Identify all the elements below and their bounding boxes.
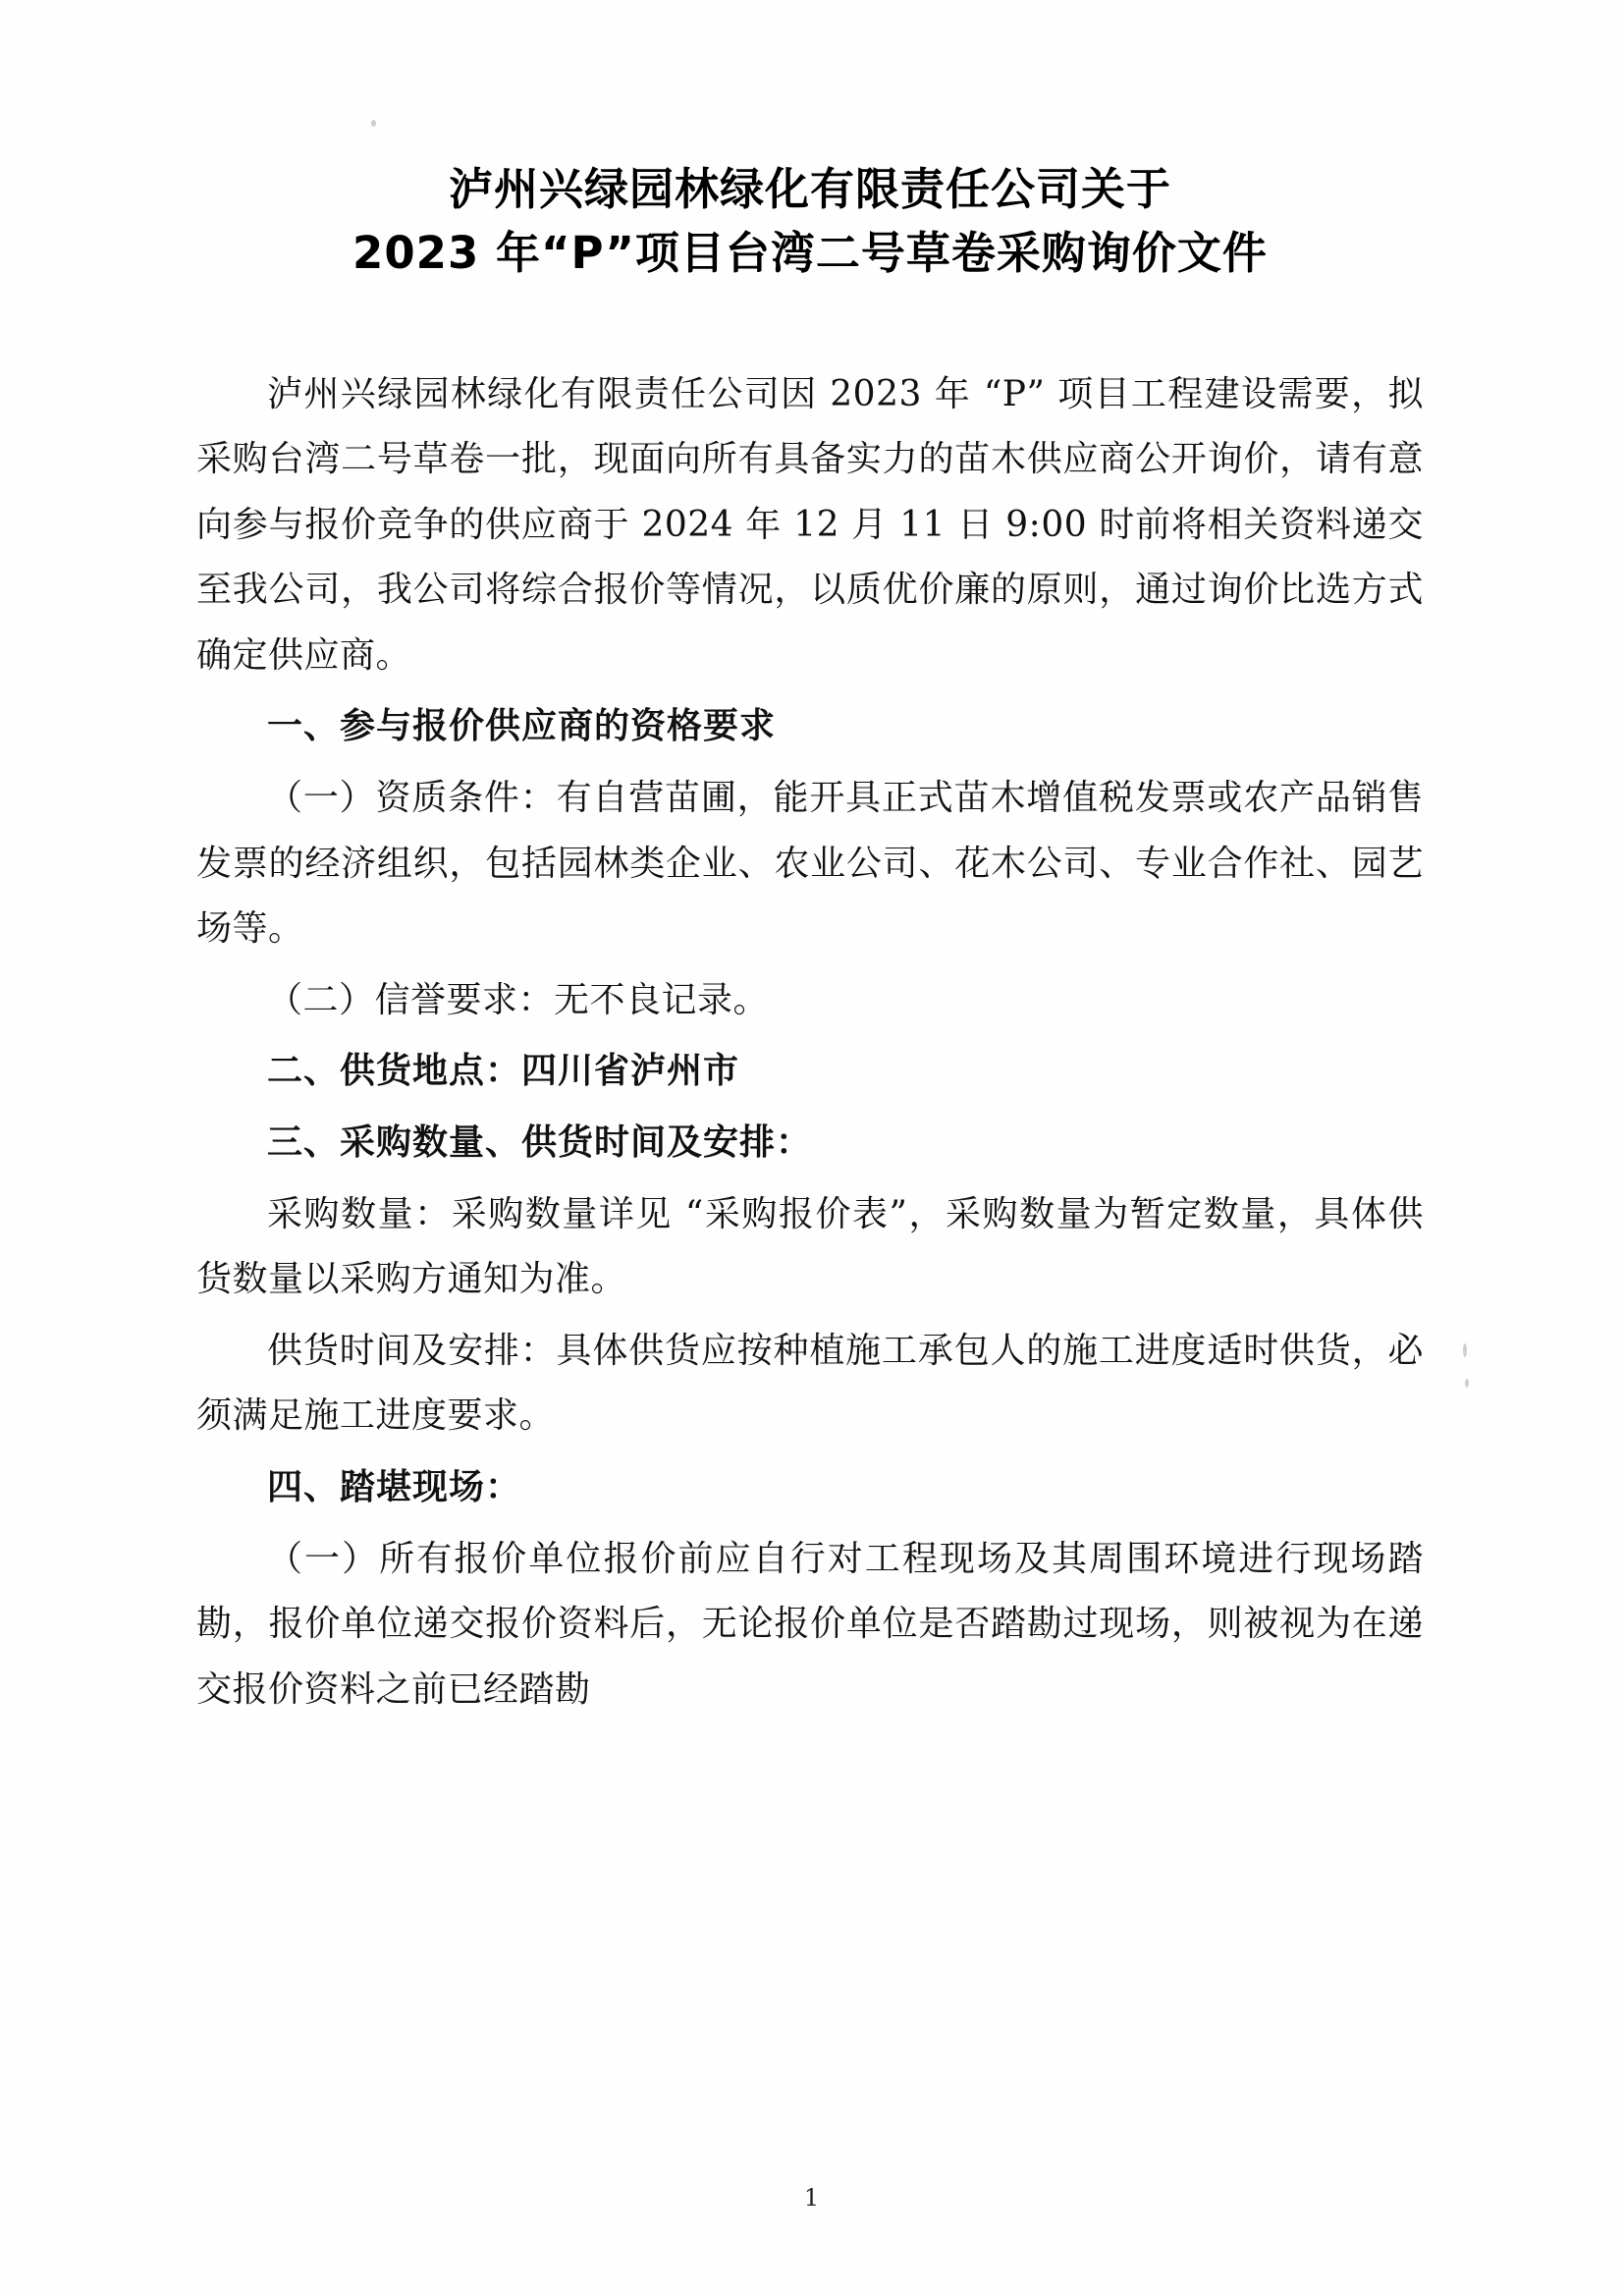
document-paragraphs [196, 362, 1424, 1723]
page-number: 1 [803, 2184, 820, 2212]
paragraph-quantity: 采购数量：采购数量详见 “采购报价表”，采购数量为暂定数量，具体供货数量以采购方通知为准。 [196, 1193, 1424, 1300]
paragraph-site-survey: （一）所有报价单位报价前应自行对工程现场及其周围环境进行现场踏勘，报价单位递交报价资料后，无论报价单位是否踏勘过现场，则被视为在递交报价资料之前已经踏勘 [196, 1538, 1424, 1710]
paragraph-reputation: （二）信誉要求：无不良记录。 [267, 979, 770, 1020]
paper-speck [1463, 1343, 1467, 1357]
paper-speck [371, 120, 376, 127]
paper-speck [1465, 1379, 1469, 1388]
section-heading-3: 三、采购数量、供货时间及安排： [267, 1122, 813, 1164]
section-heading-4: 四、踏堪现场： [267, 1467, 522, 1507]
page-title [196, 157, 1424, 286]
paragraph-qualification: （一）资质条件：有自营苗圃，能开具正式苗木增值税发票或农产品销售发票的经济组织，包括园林类企业、农业公司、花木公司、专业合作社、园艺场等。 [196, 778, 1424, 950]
page-title-line-1: 泸州兴绿园林绿化有限责任公司关于 [448, 163, 1171, 215]
page-title-line-2: 2023 年“P”项目台湾二号草卷采购询价文件 [352, 227, 1268, 280]
paragraph-delivery-time: 供货时间及安排：具体供货应按种植施工承包人的施工进度适时供货，必须满足施工进度要求。 [196, 1330, 1424, 1437]
section-heading-1: 一、参与报价供应商的资格要求 [267, 706, 777, 747]
paragraph-intro: 泸州兴绿园林绿化有限责任公司因 2023 年 “P” 项目工程建设需要，拟采购台湾二号草卷一批，现面向所有具备实力的苗木供应商公开询价，请有意向参与报价竞争的供应商于 2024 年 12 月 11 日 9:00 时前将相关资料递交至我公司，我公司将综合报价等情况，以质优价廉的原则，通过询价比选方式确定供应商。 [196, 373, 1424, 676]
section-heading-2: 二、供货地点：四川省泸州市 [267, 1051, 740, 1092]
document-body [196, 157, 1424, 1722]
